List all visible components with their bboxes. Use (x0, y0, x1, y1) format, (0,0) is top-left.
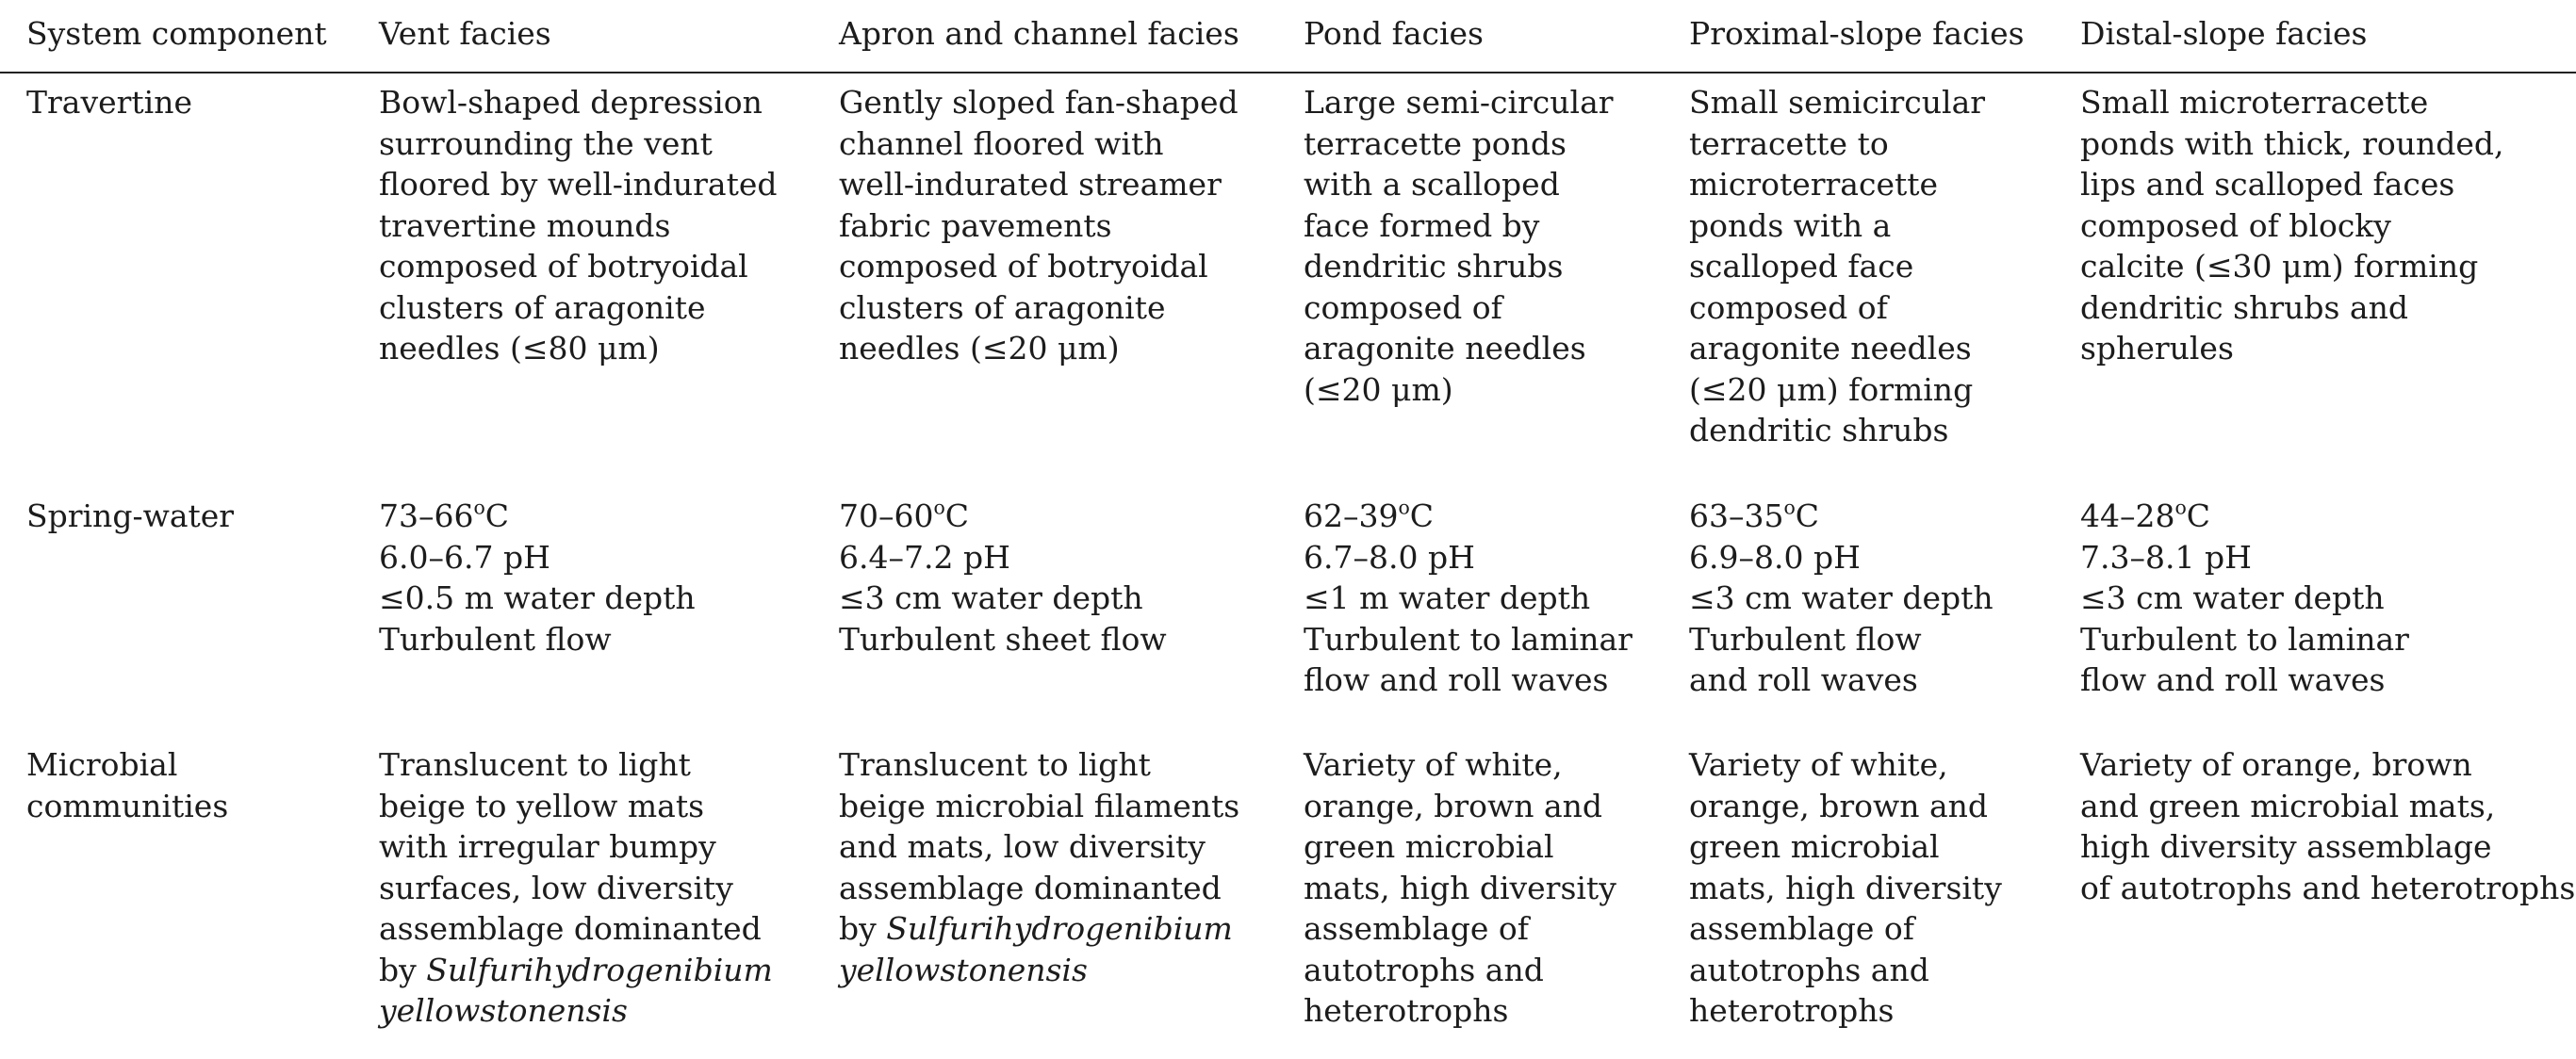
text-run: microterracette (1689, 166, 1939, 203)
row-label-travertine (26, 82, 192, 123)
text-line (1689, 123, 1985, 165)
text-line (1689, 328, 1985, 369)
text-run: clusters of aragonite (379, 288, 706, 326)
text-line (1689, 908, 2002, 950)
text-line (839, 619, 1167, 660)
cell-spring-water-distal-slope (2080, 496, 2409, 701)
text-run: green microbial (1304, 828, 1554, 865)
text-run: ≤0.5 m water depth (379, 579, 696, 616)
text-run: heterotrophs (1689, 992, 1895, 1029)
text-line (379, 82, 778, 123)
row-label-spring-water (26, 496, 234, 537)
text-line (1304, 826, 1616, 868)
text-line (2080, 328, 2504, 369)
text-line (2080, 619, 2409, 660)
text-run: scalloped face (1689, 248, 1914, 285)
text-run: and mats, low diversity (839, 828, 1206, 865)
text-line (1304, 246, 1614, 287)
header-apron-channel-facies: Apron and channel facies (839, 15, 1239, 52)
text-run: beige to yellow mats (379, 787, 705, 824)
text-line (1689, 164, 1985, 205)
text-run: orange, brown and (1304, 787, 1603, 824)
text-run: 62–39 (1304, 497, 1399, 534)
text-run: ponds with a (1689, 206, 1892, 244)
cell-microbial-proximal-slope (1689, 744, 2002, 1032)
text-line (839, 328, 1239, 369)
text-line (1304, 537, 1633, 578)
text-line (2080, 578, 2409, 619)
text-line (1304, 328, 1614, 369)
text-run: needles (≤20 μm) (839, 330, 1120, 367)
text-run: terracette to (1689, 124, 1889, 162)
text-run: and roll waves (1689, 661, 1918, 698)
text-run: flow and roll waves (1304, 661, 1609, 698)
text-line (839, 786, 1239, 827)
text-line (1689, 578, 1994, 619)
text-run: ≤3 cm water depth (1689, 579, 1994, 616)
text-run: 7.3–8.1 pH (2080, 538, 2252, 576)
text-run: ≤3 cm water depth (2080, 579, 2385, 616)
cell-microbial-pond (1304, 744, 1616, 1032)
text-line (1689, 786, 2002, 827)
text-line (379, 205, 778, 247)
text-line (2080, 537, 2409, 578)
text-line (839, 496, 1167, 537)
text-run: surfaces, low diversity (379, 869, 733, 906)
text-line (379, 328, 778, 369)
text-line (379, 990, 773, 1032)
text-run: floored by well-indurated (379, 166, 778, 203)
text-run: face formed by (1304, 206, 1540, 244)
text-line (379, 164, 778, 205)
text-run: heterotrophs (1304, 992, 1509, 1029)
text-line (1689, 990, 2002, 1032)
text-run: Turbulent sheet flow (839, 620, 1167, 658)
text-run: Turbulent flow (1689, 620, 1922, 658)
text-line (2080, 246, 2504, 287)
text-line (2080, 82, 2504, 123)
text-line (1689, 744, 2002, 786)
text-line (839, 537, 1167, 578)
text-run: composed of blocky (2080, 206, 2391, 244)
header-distal-slope-facies: Distal-slope facies (2080, 15, 2368, 52)
header-pond-facies: Pond facies (1304, 15, 1484, 52)
degree-mark: o (2174, 496, 2187, 519)
text-line (2080, 496, 2409, 537)
text-run: composed of botryoidal (839, 248, 1208, 285)
text-line (1304, 287, 1614, 329)
text-run: Bowl-shaped depression (379, 84, 763, 121)
cell-travertine-proximal-slope (1689, 82, 1985, 451)
text-line (2080, 744, 2575, 786)
text-line (839, 287, 1239, 329)
text-run: C (484, 497, 510, 534)
italic-text: yellowstonensis (839, 951, 1088, 988)
text-run: 6.4–7.2 pH (839, 538, 1010, 576)
text-run: C (2186, 497, 2211, 534)
text-run: composed of botryoidal (379, 248, 748, 285)
text-line (839, 826, 1239, 868)
text-run: travertine mounds (379, 206, 671, 244)
text-line (1304, 908, 1616, 950)
cell-spring-water-pond (1304, 496, 1633, 701)
text-line (839, 908, 1239, 950)
cell-travertine-distal-slope (2080, 82, 2504, 369)
text-run: dendritic shrubs (1689, 412, 1949, 448)
text-run: flow and roll waves (2080, 661, 2386, 698)
text-run: (≤20 μm) forming (1689, 370, 1974, 408)
text-line (1689, 287, 1985, 329)
text-run: (≤20 μm) (1304, 370, 1453, 408)
text-line (1304, 660, 1633, 701)
text-run: surrounding the vent (379, 124, 713, 162)
text-run: ponds with thick, rounded, (2080, 124, 2504, 162)
text-line (2080, 868, 2575, 909)
cell-microbial-apron-channel (839, 744, 1239, 990)
cell-spring-water-vent (379, 496, 696, 660)
text-run: C (1409, 497, 1435, 534)
text-run: Small microterracette (2080, 84, 2429, 121)
text-run: beige microbial filaments (839, 787, 1240, 824)
text-line: Spring-water (26, 497, 235, 534)
text-line: Microbial (26, 746, 178, 783)
text-run: Translucent to light (379, 746, 691, 783)
text-run: assemblage of (1689, 910, 1914, 947)
text-line (2080, 660, 2409, 701)
text-run: dendritic shrubs and (2080, 288, 2408, 326)
text-line (1304, 369, 1614, 411)
text-run: Turbulent flow (379, 620, 612, 658)
text-line (379, 123, 778, 165)
text-line (379, 537, 696, 578)
text-line (379, 908, 773, 950)
text-line (1689, 410, 1985, 451)
text-line: Travertine (26, 84, 193, 121)
text-line (379, 246, 778, 287)
text-line (1689, 826, 2002, 868)
text-line (1304, 205, 1614, 247)
text-line (1689, 660, 1994, 701)
text-line (1304, 82, 1614, 123)
cell-travertine-vent (379, 82, 778, 369)
text-line (379, 578, 696, 619)
text-run: terracette ponds (1304, 124, 1567, 162)
text-run: with a scalloped (1304, 166, 1560, 203)
text-line (839, 950, 1239, 991)
text-line (839, 205, 1239, 247)
text-line (2080, 123, 2504, 165)
text-run: Translucent to light (839, 746, 1151, 783)
text-line (839, 123, 1239, 165)
header-rule (0, 72, 2576, 73)
text-line (379, 744, 773, 786)
text-run: and green microbial mats, (2080, 787, 2496, 824)
text-run: spherules (2080, 330, 2234, 367)
text-line (1689, 496, 1994, 537)
text-run: assemblage of (1304, 910, 1529, 947)
degree-mark: o (933, 496, 945, 519)
text-line (379, 868, 773, 909)
text-run: 6.7–8.0 pH (1304, 538, 1475, 576)
text-run: with irregular bumpy (379, 828, 716, 865)
text-run: clusters of aragonite (839, 288, 1166, 326)
italic-text: Sulfurihydrogenibium (886, 910, 1233, 947)
degree-mark: o (473, 496, 485, 519)
text-run: well-indurated streamer (839, 166, 1222, 203)
text-run: Variety of white, (1689, 746, 1948, 783)
text-line (379, 950, 773, 991)
text-run: ≤3 cm water depth (839, 579, 1143, 616)
text-line (839, 82, 1239, 123)
text-run: green microbial (1689, 828, 1940, 865)
text-run: composed of (1304, 288, 1502, 326)
text-run: by (839, 910, 887, 947)
text-run: assemblage dominanted (379, 910, 762, 947)
text-line (1689, 205, 1985, 247)
text-line (1304, 868, 1616, 909)
text-run: Small semicircular (1689, 84, 1986, 121)
text-run: autotrophs and (1304, 951, 1544, 988)
text-run: high diversity assemblage (2080, 828, 2492, 865)
text-line (1304, 164, 1614, 205)
cell-spring-water-proximal-slope (1689, 496, 1994, 701)
text-line (839, 246, 1239, 287)
text-run: orange, brown and (1689, 787, 1989, 824)
text-run: 63–35 (1689, 497, 1784, 534)
text-line (1689, 868, 2002, 909)
text-run: Turbulent to laminar (1304, 620, 1633, 658)
text-run: C (944, 497, 970, 534)
text-run: calcite (≤30 μm) forming (2080, 248, 2479, 285)
text-run: Gently sloped fan-shaped (839, 84, 1239, 121)
text-line (1689, 619, 1994, 660)
text-line: communities (26, 787, 229, 824)
text-line (1689, 246, 1985, 287)
text-line (1304, 990, 1616, 1032)
text-line (839, 744, 1239, 786)
row-label-microbial-communities (26, 744, 228, 826)
text-line (2080, 826, 2575, 868)
text-run: channel floored with (839, 124, 1164, 162)
header-proximal-slope-facies: Proximal-slope facies (1689, 15, 2025, 52)
text-run: 6.9–8.0 pH (1689, 538, 1861, 576)
text-line (379, 826, 773, 868)
text-line (1304, 578, 1633, 619)
text-line (1689, 537, 1994, 578)
cell-microbial-distal-slope (2080, 744, 2575, 908)
text-run: of autotrophs and heterotrophs (2080, 869, 2576, 906)
text-run: 73–66 (379, 497, 474, 534)
header-system-component: System component (26, 15, 327, 52)
text-run: fabric pavements (839, 206, 1112, 244)
cell-spring-water-apron-channel (839, 496, 1167, 660)
text-run: needles (≤80 μm) (379, 330, 660, 367)
text-line (2080, 164, 2504, 205)
text-line (379, 287, 778, 329)
text-line (1304, 496, 1633, 537)
text-line (1304, 619, 1633, 660)
cell-microbial-vent (379, 744, 773, 1032)
text-line (839, 868, 1239, 909)
text-run: Large semi-circular (1304, 84, 1614, 121)
text-run: Turbulent to laminar (2080, 620, 2409, 658)
text-line (839, 578, 1167, 619)
text-run: assemblage dominanted (839, 869, 1222, 906)
degree-mark: o (1398, 496, 1410, 519)
text-line (1689, 950, 2002, 991)
text-line (379, 786, 773, 827)
text-run: 6.0–6.7 pH (379, 538, 550, 576)
header-vent-facies: Vent facies (379, 15, 551, 52)
text-line (2080, 287, 2504, 329)
text-line (1689, 82, 1985, 123)
text-run: mats, high diversity (1689, 869, 2002, 906)
text-run: aragonite needles (1689, 330, 1972, 367)
text-line (2080, 205, 2504, 247)
text-line (1304, 744, 1616, 786)
cell-travertine-apron-channel (839, 82, 1239, 369)
text-run: autotrophs and (1689, 951, 1929, 988)
text-line (379, 619, 696, 660)
text-run: aragonite needles (1304, 330, 1586, 367)
text-run: 44–28 (2080, 497, 2175, 534)
text-line (379, 496, 696, 537)
cell-travertine-pond (1304, 82, 1614, 410)
text-line (1304, 786, 1616, 827)
italic-text: Sulfurihydrogenibium (426, 951, 773, 988)
text-run: by (379, 951, 427, 988)
text-run: dendritic shrubs (1304, 248, 1564, 285)
degree-mark: o (1783, 496, 1796, 519)
text-run: 70–60 (839, 497, 934, 534)
text-run: lips and scalloped faces (2080, 166, 2455, 203)
text-run: composed of (1689, 288, 1888, 326)
text-line (2080, 786, 2575, 827)
text-run: C (1795, 497, 1820, 534)
text-run: Variety of orange, brown (2080, 746, 2472, 783)
italic-text: yellowstonensis (379, 992, 628, 1029)
text-run: ≤1 m water depth (1304, 579, 1591, 616)
text-run: mats, high diversity (1304, 869, 1616, 906)
text-line (1304, 123, 1614, 165)
text-line (1689, 369, 1985, 411)
text-line (1304, 950, 1616, 991)
text-run: Variety of white, (1304, 746, 1563, 783)
text-line (839, 164, 1239, 205)
